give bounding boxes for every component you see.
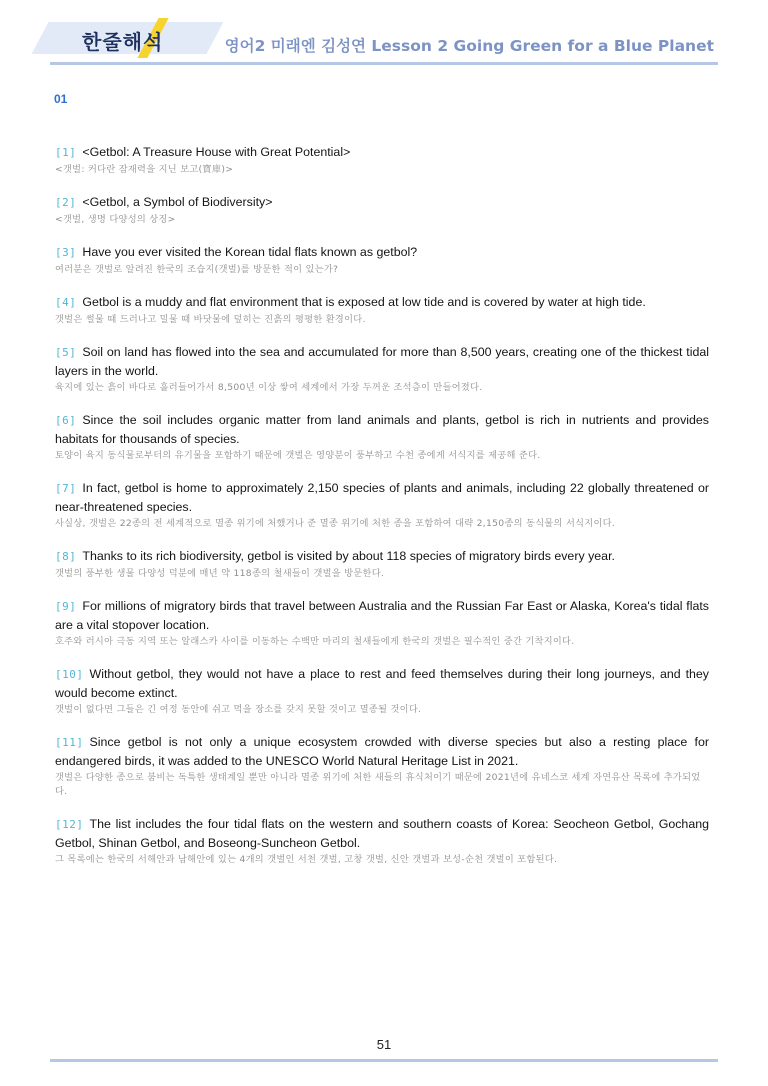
list-item — [55, 293, 709, 327]
english-sentence — [55, 547, 709, 566]
sentence-number: [12] — [55, 818, 84, 831]
english-sentence — [55, 343, 709, 380]
korean-translation: 육지에 있는 흙이 바다로 흘러들어가서 8,500년 이상 쌓여 세계에서 가장 두꺼운 조석층이 만들어졌다. — [55, 382, 483, 393]
english-text: <Getbol, a Symbol of Biodiversity> — [82, 195, 273, 209]
english-sentence — [55, 597, 709, 634]
korean-translation: 그 목록에는 한국의 서해안과 남해안에 있는 4개의 갯벌인 서천 갯벌, 고창 갯벌, 신안 갯벌과 보성-순천 갯벌이 포함된다. — [55, 854, 558, 865]
sentence-number: [2] — [55, 196, 77, 209]
english-sentence — [55, 243, 709, 262]
english-text: For millions of migratory birds that travel between Australia and the Russian Far East or Alaska, Korea's tidal flats are a vital stopover location. — [55, 599, 709, 632]
list-item — [55, 733, 709, 799]
english-sentence — [55, 293, 709, 312]
korean-translation: 갯벌은 썰물 때 드러나고 밀물 때 바닷물에 덮히는 진흙의 평평한 환경이다. — [55, 314, 366, 325]
list-item — [55, 479, 709, 531]
korean-translation: 사실상, 갯벌은 22종의 전 세계적으로 멸종 위기에 처했거나 준 멸종 위기에 처한 종을 포함하여 대략 2,150종의 동식물의 서식지이다. — [55, 518, 616, 529]
korean-translation: 여러분은 갯벌로 알려진 한국의 조습지(갯벌)를 방문한 적이 있는가? — [55, 264, 339, 275]
list-item — [55, 243, 709, 277]
english-text: Thanks to its rich biodiversity, getbol is visited by about 118 species of migratory birds every year. — [82, 549, 615, 563]
korean-translation: <갯벌: 커다란 잠재력을 지닌 보고(寶庫)> — [55, 164, 234, 175]
english-text: Without getbol, they would not have a place to rest and feed themselves during their long journeys, and they would become extinct. — [55, 667, 709, 700]
sentence-number: [8] — [55, 550, 77, 563]
korean-translation: 갯벌은 다양한 종으로 붐비는 독특한 생태계일 뿐만 아니라 멸종 위기에 처한 새들의 휴식처이기 때문에 2021년에 유네스코 세계 자연유산 목록에 추가되었다. — [55, 772, 701, 797]
list-item — [55, 143, 709, 177]
english-sentence — [55, 733, 709, 770]
list-item — [55, 547, 709, 581]
list-item — [55, 193, 709, 227]
sentence-number: [3] — [55, 246, 77, 259]
english-sentence — [55, 479, 709, 516]
page-number: 51 — [376, 1037, 392, 1052]
page-header — [0, 0, 768, 70]
english-sentence — [55, 411, 709, 448]
section-number: 01 — [54, 92, 68, 106]
sentence-number: [11] — [55, 736, 84, 749]
list-item — [55, 411, 709, 463]
english-text: Since getbol is not only a unique ecosystem crowded with diverse species but also a resting place for endangered birds, it was added to the UNESCO World Natural Heritage List in 2021. — [55, 735, 709, 768]
footer-divider — [50, 1059, 718, 1062]
sentence-number: [7] — [55, 482, 77, 495]
english-text: Getbol is a muddy and flat environment that is exposed at low tide and is covered by water at high tide. — [82, 295, 646, 309]
sentence-number: [6] — [55, 414, 77, 427]
sentence-number: [1] — [55, 146, 77, 159]
english-text: <Getbol: A Treasure House with Great Potential> — [82, 145, 351, 159]
korean-translation: 호주와 러시아 극동 지역 또는 알래스카 사이를 이동하는 수백만 마리의 철새들에게 한국의 갯벌은 필수적인 중간 기착지이다. — [55, 636, 575, 647]
english-text: In fact, getbol is home to approximately 2,150 species of plants and animals, including 22 globally threatened or near-threatened species. — [55, 481, 709, 514]
english-sentence — [55, 665, 709, 702]
list-item — [55, 665, 709, 717]
korean-translation: 갯벌의 풍부한 생물 다양성 덕분에 매년 약 118종의 철새들이 갯벌을 방문한다. — [55, 568, 385, 579]
sentence-number: [10] — [55, 668, 84, 681]
english-sentence — [55, 143, 709, 162]
english-sentence — [55, 193, 709, 212]
sentence-number: [9] — [55, 600, 77, 613]
list-item — [55, 597, 709, 649]
english-sentence — [55, 815, 709, 852]
list-item — [55, 343, 709, 395]
korean-translation: 갯벌이 없다면 그들은 긴 여정 동안에 쉬고 먹을 장소를 갖지 못할 것이고 멸종될 것이다. — [55, 704, 422, 715]
english-text: The list includes the four tidal flats on the western and southern coasts of Korea: Seocheon Getbol, Gochang Getbol, Shinan Getbol, and Boseong-Suncheon Getbol. — [55, 817, 709, 850]
header-tab-label: 한줄해석 — [82, 30, 164, 54]
list-item — [55, 815, 709, 867]
english-text: Soil on land has flowed into the sea and accumulated for more than 8,500 years, creating one of the thickest tidal layers in the world. — [55, 345, 709, 378]
sentence-number: [5] — [55, 346, 77, 359]
translation-list — [55, 143, 709, 883]
korean-translation: <갯벌, 생명 다양성의 상징> — [55, 214, 176, 225]
english-text: Since the soil includes organic matter from land animals and plants, getbol is rich in nutrients and provides habitats for thousands of species. — [55, 413, 709, 446]
header-divider — [50, 62, 718, 65]
korean-translation: 토양이 육지 동식물로부터의 유기물을 포함하기 때문에 갯벌은 영양분이 풍부하고 수천 종에게 서식지를 제공해 준다. — [55, 450, 541, 461]
english-text: Have you ever visited the Korean tidal flats known as getbol? — [82, 245, 418, 259]
sentence-number: [4] — [55, 296, 77, 309]
header-title: 영어2 미래엔 김성연 Lesson 2 Going Green for a Blue Planet — [224, 37, 714, 55]
